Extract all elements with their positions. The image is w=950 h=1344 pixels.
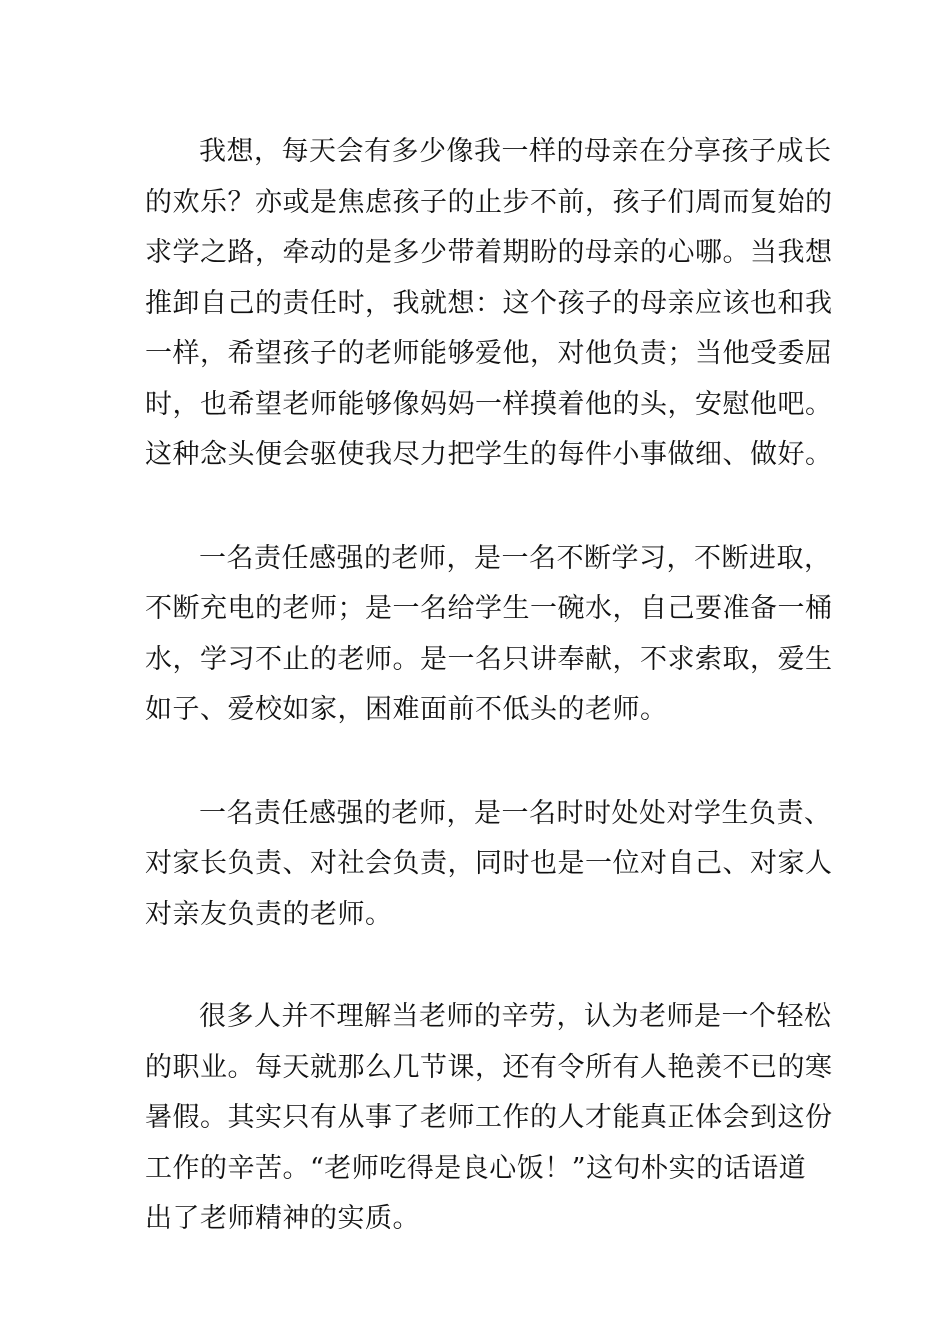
text-line: 一样，希望孩子的老师能够爱他，对他负责；当他受委屈	[145, 338, 833, 369]
text-line: 推卸自己的责任时，我就想：这个孩子的母亲应该也和我	[145, 287, 833, 319]
text-line: 一名责任感强的老师，是一名不断学习，不断进取，	[199, 542, 832, 574]
text-line: 水，学习不止的老师。是一名只讲奉献，不求索取，爱生	[145, 643, 833, 675]
text-line: 很多人并不理解当老师的辛劳，认为老师是一个轻松	[199, 1001, 832, 1032]
paragraph-3	[145, 789, 833, 941]
text-line: 如子、爱校如家，困难面前不低头的老师。	[145, 694, 668, 725]
text-line: 出了老师精神的实质。	[145, 1203, 420, 1234]
text-line: 对家长负责、对社会负责，同时也是一位对自己、对家人	[145, 848, 833, 879]
text-line: 这种念头便会驱使我尽力把学生的每件小事做细、做好。	[145, 439, 833, 470]
text-line: 不断充电的老师；是一名给学生一碗水，自己要准备一桶	[145, 593, 833, 624]
paragraph-4	[145, 992, 833, 1245]
text-line: 求学之路，牵动的是多少带着期盼的母亲的心哪。当我想	[145, 237, 833, 268]
paragraph-1	[145, 127, 833, 481]
text-line: 工作的辛苦。“老师吃得是良心饭！”这句朴实的话语道	[145, 1152, 807, 1184]
text-line: 时，也希望老师能够像妈妈一样摸着他的头，安慰他吧。	[145, 388, 833, 420]
paragraph-2	[145, 534, 833, 736]
text-line: 的欢乐？亦或是焦虑孩子的止步不前，孩子们周而复始的	[145, 186, 833, 218]
text-line: 一名责任感强的老师，是一名时时处处对学生负责、	[199, 797, 832, 829]
text-line: 我想，每天会有多少像我一样的母亲在分享孩子成长	[199, 136, 832, 167]
text-line: 对亲友负责的老师。	[145, 898, 393, 930]
text-line: 暑假。其实只有从事了老师工作的人才能真正体会到这份	[145, 1102, 833, 1133]
text-line: 的职业。每天就那么几节课，还有令所有人艳羡不已的寒	[145, 1051, 833, 1083]
document-body	[145, 127, 833, 1245]
